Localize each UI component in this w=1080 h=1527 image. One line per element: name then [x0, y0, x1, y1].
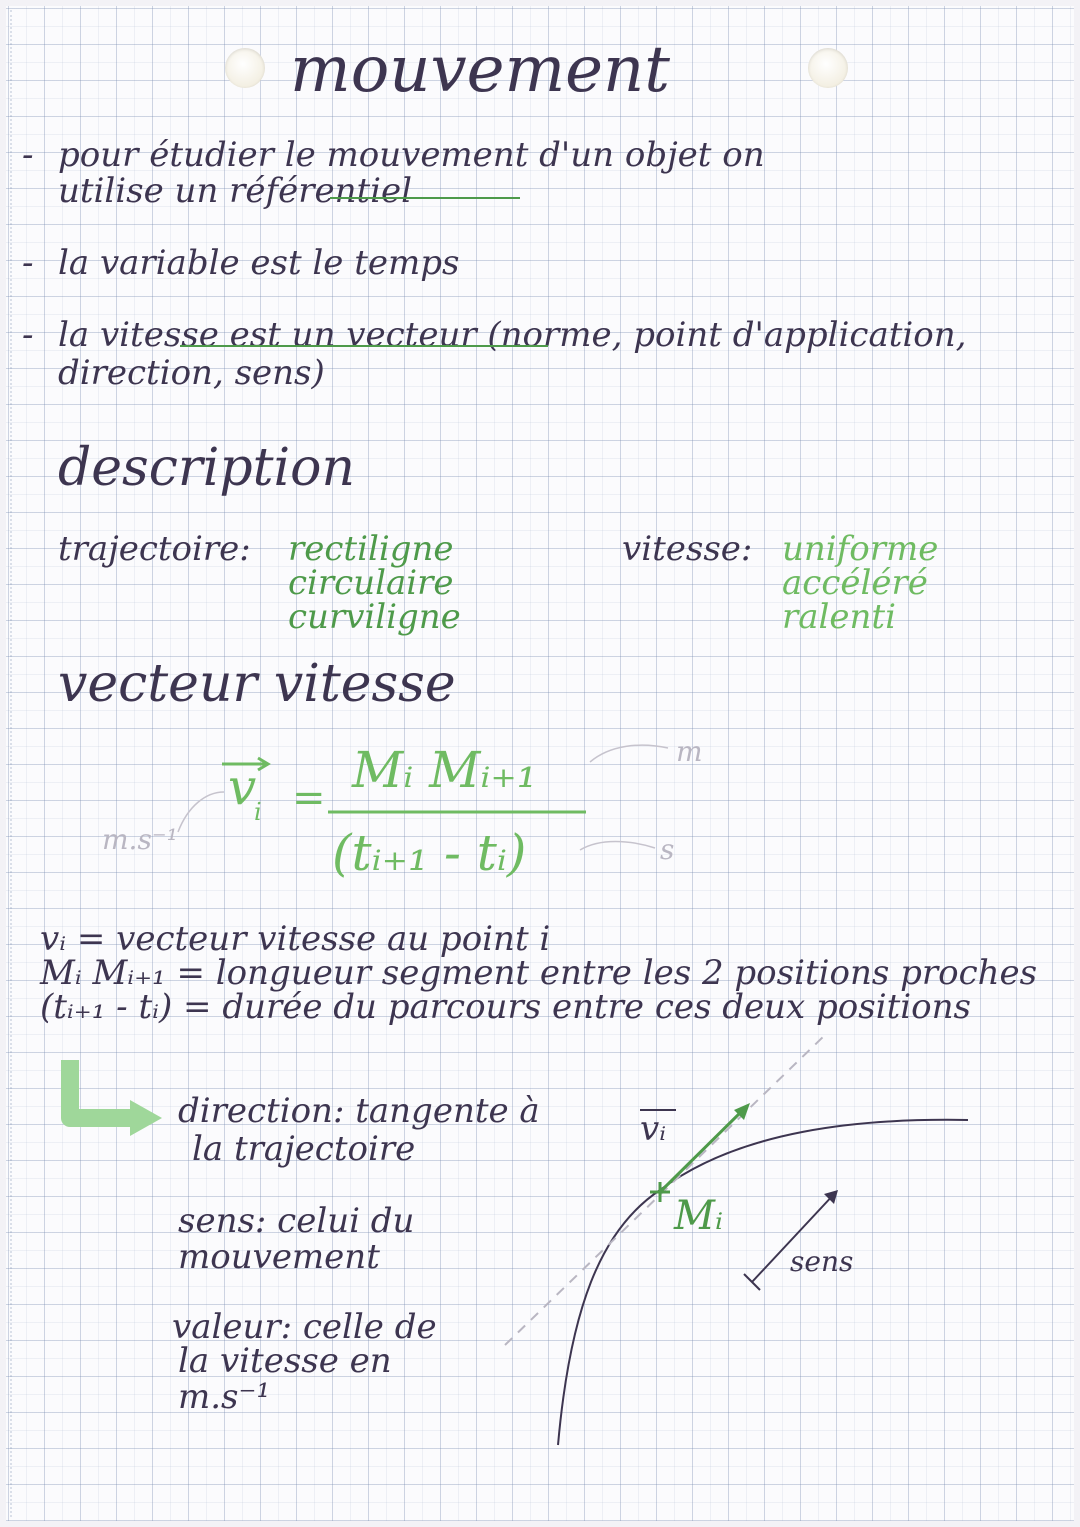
formula-vector-subscript: i: [254, 798, 262, 826]
valeur-line-2: la vitesse en: [178, 1341, 392, 1381]
bullet-1-line-2: utilise un référentiel: [58, 171, 413, 211]
trajectoire-type: curviligne: [288, 597, 461, 637]
bullet-2-line-1: la variable est le temps: [58, 243, 460, 283]
velocity-vector: [660, 1108, 745, 1192]
formula-equals: =: [292, 775, 326, 821]
direction-line-1: direction: tangente à: [178, 1091, 540, 1131]
diagram-sens-label: sens: [790, 1245, 854, 1278]
pointer-arrow-ms: [178, 792, 224, 832]
direction-line-2: la trajectoire: [192, 1129, 416, 1169]
pointer-arrow-m: [590, 745, 668, 762]
bullet-3-line-1: la vitesse est un vecteur (norme, point d'application,: [58, 315, 967, 355]
formula-vector-v: v: [228, 758, 257, 816]
trajectoire-type: circulaire: [288, 563, 454, 603]
tangent-line: [505, 1035, 825, 1345]
sens-line-2: mouvement: [178, 1237, 380, 1277]
definition-line-3: (tᵢ₊₁ - tᵢ) = durée du parcours entre ces deux positions: [40, 987, 971, 1027]
section-heading-description: description: [58, 438, 355, 498]
vitesse-type: accéléré: [782, 563, 928, 603]
bullet-arrow-icon: [70, 1060, 138, 1118]
diagram-vector-label: vᵢ: [640, 1109, 667, 1149]
bullet-dash: -: [22, 315, 34, 355]
formula-denominator: (tᵢ₊₁ - tᵢ): [332, 824, 527, 882]
bullet-dash: -: [22, 135, 34, 175]
trajectoire-label: trajectoire:: [58, 529, 251, 569]
unit-annotation-m: m: [676, 735, 703, 768]
formula-numerator: Mᵢ Mᵢ₊₁: [352, 741, 537, 799]
valeur-line-1: valeur: celle de: [172, 1307, 437, 1347]
valeur-line-3: m.s⁻¹: [178, 1377, 271, 1417]
pointer-arrow-s: [580, 842, 655, 851]
unit-annotation-s: s: [660, 833, 675, 866]
section-heading-vecteur-vitesse: vecteur vitesse: [58, 654, 456, 714]
unit-annotation-ms: m.s⁻¹: [102, 823, 178, 856]
trajectory-curve: [558, 1120, 968, 1445]
vitesse-type: ralenti: [782, 597, 896, 637]
bullet-3-line-2: direction, sens): [58, 353, 325, 393]
vitesse-label: vitesse:: [622, 529, 753, 569]
trajectoire-type: rectiligne: [288, 529, 454, 569]
diagram-point-label: Mᵢ: [674, 1193, 724, 1239]
vitesse-type: uniforme: [782, 529, 939, 569]
page-title: mouvement: [290, 33, 670, 107]
bullet-arrow-head-icon: [130, 1100, 162, 1136]
bullet-dash: -: [22, 243, 34, 283]
sens-line-1: sens: celui du: [178, 1201, 415, 1241]
bullet-1-line-1: pour étudier le mouvement d'un objet on: [58, 135, 765, 175]
definition-line-2: Mᵢ Mᵢ₊₁ = longueur segment entre les 2 positions proches: [40, 953, 1038, 993]
definition-line-1: vᵢ = vecteur vitesse au point i: [40, 919, 551, 959]
